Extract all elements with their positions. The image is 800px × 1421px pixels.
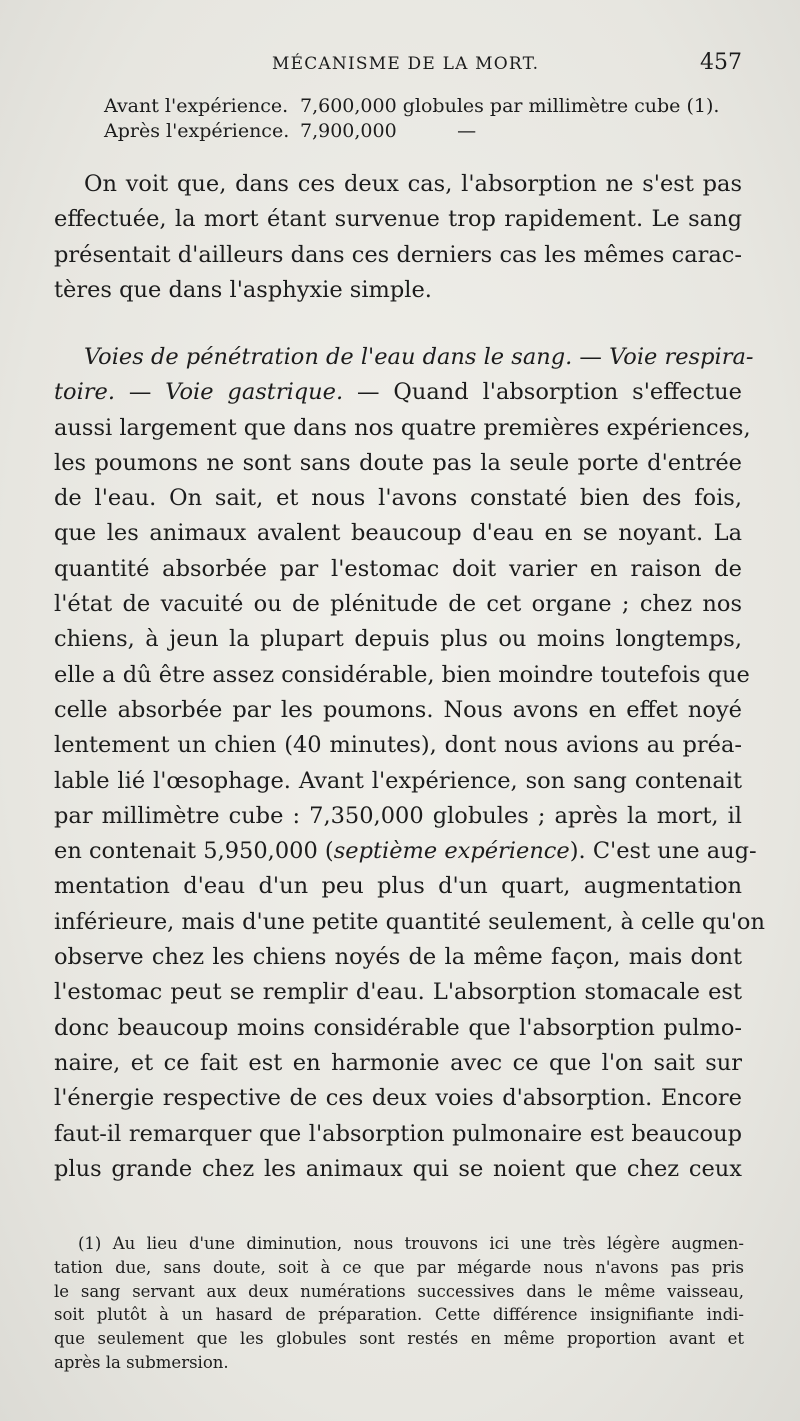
section-heading: Voie respira- (609, 344, 754, 370)
dash: — (572, 344, 610, 370)
text-line: faut-il remarquer que l'absorption pulmonaire est beaucoup (54, 1120, 742, 1147)
footnote-line: tation due, sans doute, soit à ce que par mégarde nous n'avons pas pris (54, 1257, 744, 1277)
dash: — (115, 379, 166, 406)
text-line: lentement un chien (40 minutes), dont nous avions au préa- (54, 732, 742, 759)
section-heading: toire. (54, 379, 116, 406)
italic-reference: septième expérience (333, 838, 570, 865)
footnote-line: après la submersion. (54, 1352, 229, 1372)
text-line: observe chez les chiens noyés de la même façon, mais dont (54, 944, 742, 971)
footnote-line: que seulement que les globules sont restés en même proportion avant et (54, 1329, 744, 1349)
data-row-value: 7,900,000 — (300, 120, 477, 142)
text-line: que les animaux avalent beaucoup d'eau en se noyant. La (54, 520, 742, 547)
data-row-label: Avant l'expérience. (104, 95, 289, 117)
text-line: mentation d'eau d'un peu plus d'un quart, augmentation (54, 873, 742, 900)
text-line: lable lié l'œsophage. Avant l'expérience, son sang contenait (54, 767, 742, 794)
page-header (0, 50, 800, 80)
text-line: présentait d'ailleurs dans ces derniers cas les mêmes carac- (54, 241, 742, 268)
text-line: celle absorbée par les poumons. Nous avons en effet noyé (54, 696, 742, 723)
section-heading-line (54, 340, 754, 375)
text-line: elle a dû être assez considérable, bien moindre toutefois que (54, 661, 750, 688)
text-line: On voit que, dans ces deux cas, l'absorption ne s'est pas (84, 171, 742, 197)
text-run: ). C'est une aug- (569, 838, 757, 865)
text-line: naire, et ce fait est en harmonie avec ce que l'on sait sur (54, 1049, 742, 1076)
text-line: l'estomac peut se remplir d'eau. L'absorption stomacale est (54, 979, 742, 1006)
data-row-after (104, 120, 704, 144)
text-line: l'énergie respective de ces deux voies d'absorption. Encore (54, 1085, 742, 1112)
text-line: effectuée, la mort étant survenue trop rapidement. Le sang (54, 206, 742, 233)
text-line: par millimètre cube : 7,350,000 globules ; après la mort, il (54, 802, 742, 829)
text-line: quantité absorbée par l'estomac doit varier en raison de (54, 555, 742, 582)
text-line: plus grande chez les animaux qui se noient que chez ceux (54, 1155, 742, 1182)
paragraph-absorption-result (54, 167, 742, 308)
data-row-value: 7,600,000 globules par millimètre cube (1). (300, 95, 720, 117)
text-run: en contenait 5,950,000 ( (54, 838, 334, 865)
text-run: — Quand l'absorption s'effectue (343, 379, 742, 406)
text-line: aussi largement que dans nos quatre premières expériences, (54, 414, 751, 441)
paragraph-voies-de-penetration (54, 340, 765, 1187)
footnote (54, 1232, 744, 1375)
page-number: 457 (700, 50, 742, 75)
text-line: l'état de vacuité ou de plénitude de cet organe ; chez nos (54, 591, 742, 618)
footnote-line: soit plutôt à un hasard de préparation. Cette différence insignifiante indi- (54, 1305, 744, 1325)
data-row-before (104, 95, 720, 119)
running-title: MÉCANISME DE LA MORT. (272, 54, 540, 74)
footnote-line: le sang servant aux deux numérations successives dans le même vaisseau, (54, 1281, 744, 1301)
text-line: inférieure, mais d'une petite quantité seulement, à celle qu'on (54, 908, 765, 935)
text-line (54, 834, 757, 869)
text-line: les poumons ne sont sans doute pas la seule porte d'entrée (54, 449, 742, 476)
footnote-line: (1) Au lieu d'une diminution, nous trouvons ici une très légère augmen- (78, 1234, 744, 1253)
text-line: donc beaucoup moins considérable que l'absorption pulmo- (54, 1014, 742, 1041)
text-line: de l'eau. On sait, et nous l'avons constaté bien des fois, (54, 485, 742, 512)
text-line: chiens, à jeun la plupart depuis plus ou moins longtemps, (54, 626, 742, 653)
section-heading: Voie gastrique. (165, 379, 344, 406)
section-heading: Voies de pénétration de l'eau dans le sang. (84, 344, 573, 370)
text-line: tères que dans l'asphyxie simple. (54, 276, 432, 303)
text-line (54, 375, 742, 410)
data-row-label: Après l'expérience. (104, 120, 290, 142)
